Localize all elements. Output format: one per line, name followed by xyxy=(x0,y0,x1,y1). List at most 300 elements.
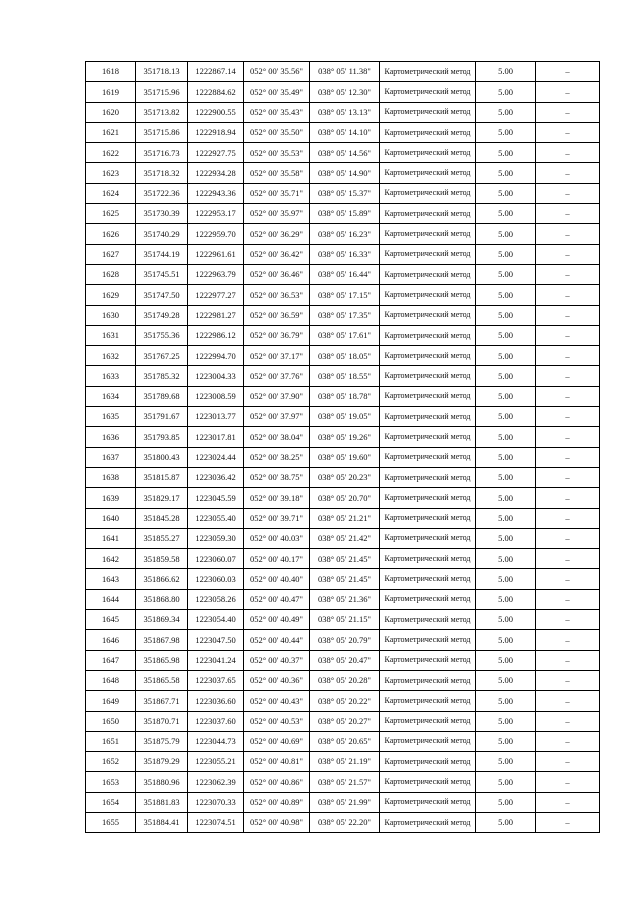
x-coordinate-cell: 351713.82 xyxy=(136,102,188,122)
x-coordinate-cell: 351715.86 xyxy=(136,122,188,142)
table-row xyxy=(86,62,600,82)
latitude-cell: 052° 00' 35.58" xyxy=(244,163,310,183)
latitude-cell: 052° 00' 35.53" xyxy=(244,143,310,163)
y-coordinate-cell: 1223037.60 xyxy=(188,711,244,731)
latitude-cell: 052° 00' 36.29" xyxy=(244,224,310,244)
accuracy-cell: 5.00 xyxy=(476,346,536,366)
description-cell: – xyxy=(536,244,600,264)
x-coordinate-cell: 351879.29 xyxy=(136,752,188,772)
longitude-cell: 038° 05' 20.79" xyxy=(310,630,380,650)
y-coordinate-cell: 1222927.75 xyxy=(188,143,244,163)
point-number-cell: 1655 xyxy=(86,812,136,832)
table-row xyxy=(86,102,600,122)
accuracy-cell: 5.00 xyxy=(476,812,536,832)
description-cell: – xyxy=(536,549,600,569)
point-number-cell: 1645 xyxy=(86,610,136,630)
accuracy-cell: 5.00 xyxy=(476,752,536,772)
point-number-cell: 1649 xyxy=(86,691,136,711)
point-number-cell: 1651 xyxy=(86,731,136,751)
table-row xyxy=(86,731,600,751)
point-number-cell: 1644 xyxy=(86,589,136,609)
y-coordinate-cell: 1223059.30 xyxy=(188,528,244,548)
description-cell: – xyxy=(536,82,600,102)
method-cell: Картометрический метод xyxy=(380,508,476,528)
table-row xyxy=(86,528,600,548)
description-cell: – xyxy=(536,366,600,386)
table-row xyxy=(86,204,600,224)
table-row xyxy=(86,325,600,345)
description-cell: – xyxy=(536,264,600,284)
description-cell: – xyxy=(536,731,600,751)
table-row xyxy=(86,467,600,487)
x-coordinate-cell: 351829.17 xyxy=(136,488,188,508)
longitude-cell: 038° 05' 13.13" xyxy=(310,102,380,122)
longitude-cell: 038° 05' 17.35" xyxy=(310,305,380,325)
table-row xyxy=(86,589,600,609)
x-coordinate-cell: 351767.25 xyxy=(136,346,188,366)
point-number-cell: 1639 xyxy=(86,488,136,508)
latitude-cell: 052° 00' 40.03" xyxy=(244,528,310,548)
description-cell: – xyxy=(536,670,600,690)
latitude-cell: 052° 00' 36.79" xyxy=(244,325,310,345)
longitude-cell: 038° 05' 16.44" xyxy=(310,264,380,284)
accuracy-cell: 5.00 xyxy=(476,305,536,325)
point-number-cell: 1652 xyxy=(86,752,136,772)
latitude-cell: 052° 00' 40.17" xyxy=(244,549,310,569)
latitude-cell: 052° 00' 35.56" xyxy=(244,62,310,82)
table-row xyxy=(86,711,600,731)
method-cell: Картометрический метод xyxy=(380,467,476,487)
y-coordinate-cell: 1223055.40 xyxy=(188,508,244,528)
accuracy-cell: 5.00 xyxy=(476,122,536,142)
longitude-cell: 038° 05' 15.89" xyxy=(310,204,380,224)
x-coordinate-cell: 351867.71 xyxy=(136,691,188,711)
longitude-cell: 038° 05' 19.26" xyxy=(310,427,380,447)
method-cell: Картометрический метод xyxy=(380,569,476,589)
method-cell: Картометрический метод xyxy=(380,772,476,792)
point-number-cell: 1626 xyxy=(86,224,136,244)
y-coordinate-cell: 1222961.61 xyxy=(188,244,244,264)
point-number-cell: 1631 xyxy=(86,325,136,345)
table-row xyxy=(86,224,600,244)
point-number-cell: 1647 xyxy=(86,650,136,670)
accuracy-cell: 5.00 xyxy=(476,183,536,203)
x-coordinate-cell: 351881.83 xyxy=(136,792,188,812)
x-coordinate-cell: 351859.58 xyxy=(136,549,188,569)
y-coordinate-cell: 1222884.62 xyxy=(188,82,244,102)
method-cell: Картометрический метод xyxy=(380,711,476,731)
latitude-cell: 052° 00' 40.40" xyxy=(244,569,310,589)
table-row xyxy=(86,447,600,467)
x-coordinate-cell: 351865.58 xyxy=(136,670,188,690)
y-coordinate-cell: 1223074.51 xyxy=(188,812,244,832)
table-row xyxy=(86,264,600,284)
y-coordinate-cell: 1223037.65 xyxy=(188,670,244,690)
y-coordinate-cell: 1223013.77 xyxy=(188,407,244,427)
y-coordinate-cell: 1223008.59 xyxy=(188,386,244,406)
description-cell: – xyxy=(536,447,600,467)
y-coordinate-cell: 1223044.73 xyxy=(188,731,244,751)
accuracy-cell: 5.00 xyxy=(476,488,536,508)
method-cell: Картометрический метод xyxy=(380,386,476,406)
point-number-cell: 1629 xyxy=(86,285,136,305)
latitude-cell: 052° 00' 37.17" xyxy=(244,346,310,366)
x-coordinate-cell: 351875.79 xyxy=(136,731,188,751)
point-number-cell: 1623 xyxy=(86,163,136,183)
x-coordinate-cell: 351800.43 xyxy=(136,447,188,467)
method-cell: Картометрический метод xyxy=(380,427,476,447)
accuracy-cell: 5.00 xyxy=(476,549,536,569)
y-coordinate-cell: 1223054.40 xyxy=(188,610,244,630)
method-cell: Картометрический метод xyxy=(380,143,476,163)
method-cell: Картометрический метод xyxy=(380,407,476,427)
y-coordinate-cell: 1222986.12 xyxy=(188,325,244,345)
table-row xyxy=(86,427,600,447)
latitude-cell: 052° 00' 35.97" xyxy=(244,204,310,224)
table-row xyxy=(86,407,600,427)
table-row xyxy=(86,752,600,772)
x-coordinate-cell: 351845.28 xyxy=(136,508,188,528)
latitude-cell: 052° 00' 38.25" xyxy=(244,447,310,467)
description-cell: – xyxy=(536,285,600,305)
point-number-cell: 1637 xyxy=(86,447,136,467)
table-row xyxy=(86,549,600,569)
description-cell: – xyxy=(536,812,600,832)
accuracy-cell: 5.00 xyxy=(476,82,536,102)
y-coordinate-cell: 1222953.17 xyxy=(188,204,244,224)
method-cell: Картометрический метод xyxy=(380,264,476,284)
point-number-cell: 1650 xyxy=(86,711,136,731)
method-cell: Картометрический метод xyxy=(380,812,476,832)
longitude-cell: 038° 05' 20.70" xyxy=(310,488,380,508)
method-cell: Картометрический метод xyxy=(380,285,476,305)
table-row xyxy=(86,670,600,690)
table-row xyxy=(86,366,600,386)
point-number-cell: 1620 xyxy=(86,102,136,122)
description-cell: – xyxy=(536,407,600,427)
accuracy-cell: 5.00 xyxy=(476,650,536,670)
y-coordinate-cell: 1223045.59 xyxy=(188,488,244,508)
y-coordinate-cell: 1223062.39 xyxy=(188,772,244,792)
latitude-cell: 052° 00' 36.42" xyxy=(244,244,310,264)
description-cell: – xyxy=(536,610,600,630)
point-number-cell: 1618 xyxy=(86,62,136,82)
method-cell: Картометрический метод xyxy=(380,244,476,264)
latitude-cell: 052° 00' 40.53" xyxy=(244,711,310,731)
x-coordinate-cell: 351785.32 xyxy=(136,366,188,386)
method-cell: Картометрический метод xyxy=(380,325,476,345)
longitude-cell: 038° 05' 21.36" xyxy=(310,589,380,609)
table-row xyxy=(86,143,600,163)
y-coordinate-cell: 1222977.27 xyxy=(188,285,244,305)
accuracy-cell: 5.00 xyxy=(476,731,536,751)
longitude-cell: 038° 05' 18.55" xyxy=(310,366,380,386)
point-number-cell: 1641 xyxy=(86,528,136,548)
description-cell: – xyxy=(536,691,600,711)
description-cell: – xyxy=(536,143,600,163)
y-coordinate-cell: 1222963.79 xyxy=(188,264,244,284)
y-coordinate-cell: 1222981.27 xyxy=(188,305,244,325)
method-cell: Картометрический метод xyxy=(380,792,476,812)
x-coordinate-cell: 351865.98 xyxy=(136,650,188,670)
accuracy-cell: 5.00 xyxy=(476,589,536,609)
description-cell: – xyxy=(536,62,600,82)
method-cell: Картометрический метод xyxy=(380,163,476,183)
point-number-cell: 1643 xyxy=(86,569,136,589)
latitude-cell: 052° 00' 39.71" xyxy=(244,508,310,528)
x-coordinate-cell: 351855.27 xyxy=(136,528,188,548)
y-coordinate-cell: 1223024.44 xyxy=(188,447,244,467)
description-cell: – xyxy=(536,488,600,508)
y-coordinate-cell: 1223058.26 xyxy=(188,589,244,609)
y-coordinate-cell: 1223041.24 xyxy=(188,650,244,670)
point-number-cell: 1646 xyxy=(86,630,136,650)
point-number-cell: 1627 xyxy=(86,244,136,264)
latitude-cell: 052° 00' 36.46" xyxy=(244,264,310,284)
y-coordinate-cell: 1223060.03 xyxy=(188,569,244,589)
description-cell: – xyxy=(536,305,600,325)
point-number-cell: 1624 xyxy=(86,183,136,203)
x-coordinate-cell: 351791.67 xyxy=(136,407,188,427)
accuracy-cell: 5.00 xyxy=(476,366,536,386)
accuracy-cell: 5.00 xyxy=(476,325,536,345)
method-cell: Картометрический метод xyxy=(380,528,476,548)
longitude-cell: 038° 05' 15.37" xyxy=(310,183,380,203)
latitude-cell: 052° 00' 35.71" xyxy=(244,183,310,203)
x-coordinate-cell: 351880.96 xyxy=(136,772,188,792)
accuracy-cell: 5.00 xyxy=(476,508,536,528)
longitude-cell: 038° 05' 18.05" xyxy=(310,346,380,366)
latitude-cell: 052° 00' 37.90" xyxy=(244,386,310,406)
accuracy-cell: 5.00 xyxy=(476,610,536,630)
x-coordinate-cell: 351868.80 xyxy=(136,589,188,609)
table-row xyxy=(86,244,600,264)
accuracy-cell: 5.00 xyxy=(476,244,536,264)
description-cell: – xyxy=(536,772,600,792)
description-cell: – xyxy=(536,467,600,487)
latitude-cell: 052° 00' 35.49" xyxy=(244,82,310,102)
point-number-cell: 1621 xyxy=(86,122,136,142)
point-number-cell: 1642 xyxy=(86,549,136,569)
x-coordinate-cell: 351715.96 xyxy=(136,82,188,102)
method-cell: Картометрический метод xyxy=(380,610,476,630)
longitude-cell: 038° 05' 22.20" xyxy=(310,812,380,832)
latitude-cell: 052° 00' 40.47" xyxy=(244,589,310,609)
method-cell: Картометрический метод xyxy=(380,346,476,366)
x-coordinate-cell: 351718.32 xyxy=(136,163,188,183)
longitude-cell: 038° 05' 21.19" xyxy=(310,752,380,772)
y-coordinate-cell: 1222867.14 xyxy=(188,62,244,82)
accuracy-cell: 5.00 xyxy=(476,163,536,183)
latitude-cell: 052° 00' 40.43" xyxy=(244,691,310,711)
longitude-cell: 038° 05' 20.65" xyxy=(310,731,380,751)
x-coordinate-cell: 351793.85 xyxy=(136,427,188,447)
method-cell: Картометрический метод xyxy=(380,224,476,244)
description-cell: – xyxy=(536,508,600,528)
description-cell: – xyxy=(536,711,600,731)
accuracy-cell: 5.00 xyxy=(476,386,536,406)
latitude-cell: 052° 00' 36.59" xyxy=(244,305,310,325)
longitude-cell: 038° 05' 20.27" xyxy=(310,711,380,731)
latitude-cell: 052° 00' 37.97" xyxy=(244,407,310,427)
point-number-cell: 1630 xyxy=(86,305,136,325)
longitude-cell: 038° 05' 20.23" xyxy=(310,467,380,487)
method-cell: Картометрический метод xyxy=(380,691,476,711)
longitude-cell: 038° 05' 20.28" xyxy=(310,670,380,690)
table-body xyxy=(86,62,600,833)
longitude-cell: 038° 05' 18.78" xyxy=(310,386,380,406)
x-coordinate-cell: 351722.36 xyxy=(136,183,188,203)
x-coordinate-cell: 351716.73 xyxy=(136,143,188,163)
x-coordinate-cell: 351869.34 xyxy=(136,610,188,630)
longitude-cell: 038° 05' 19.60" xyxy=(310,447,380,467)
x-coordinate-cell: 351870.71 xyxy=(136,711,188,731)
longitude-cell: 038° 05' 20.47" xyxy=(310,650,380,670)
method-cell: Картометрический метод xyxy=(380,549,476,569)
longitude-cell: 038° 05' 21.45" xyxy=(310,569,380,589)
table-row xyxy=(86,305,600,325)
y-coordinate-cell: 1222900.55 xyxy=(188,102,244,122)
accuracy-cell: 5.00 xyxy=(476,204,536,224)
point-number-cell: 1634 xyxy=(86,386,136,406)
point-number-cell: 1640 xyxy=(86,508,136,528)
description-cell: – xyxy=(536,163,600,183)
point-number-cell: 1633 xyxy=(86,366,136,386)
accuracy-cell: 5.00 xyxy=(476,102,536,122)
longitude-cell: 038° 05' 16.23" xyxy=(310,224,380,244)
x-coordinate-cell: 351730.39 xyxy=(136,204,188,224)
longitude-cell: 038° 05' 20.22" xyxy=(310,691,380,711)
description-cell: – xyxy=(536,224,600,244)
description-cell: – xyxy=(536,102,600,122)
latitude-cell: 052° 00' 38.75" xyxy=(244,467,310,487)
table-row xyxy=(86,812,600,832)
method-cell: Картометрический метод xyxy=(380,447,476,467)
latitude-cell: 052° 00' 35.43" xyxy=(244,102,310,122)
table-row xyxy=(86,610,600,630)
longitude-cell: 038° 05' 17.61" xyxy=(310,325,380,345)
accuracy-cell: 5.00 xyxy=(476,670,536,690)
accuracy-cell: 5.00 xyxy=(476,792,536,812)
y-coordinate-cell: 1222959.70 xyxy=(188,224,244,244)
accuracy-cell: 5.00 xyxy=(476,427,536,447)
description-cell: – xyxy=(536,204,600,224)
longitude-cell: 038° 05' 19.05" xyxy=(310,407,380,427)
method-cell: Картометрический метод xyxy=(380,102,476,122)
coordinates-table xyxy=(85,61,600,833)
y-coordinate-cell: 1223036.60 xyxy=(188,691,244,711)
y-coordinate-cell: 1222994.70 xyxy=(188,346,244,366)
x-coordinate-cell: 351884.41 xyxy=(136,812,188,832)
latitude-cell: 052° 00' 40.81" xyxy=(244,752,310,772)
table-row xyxy=(86,691,600,711)
description-cell: – xyxy=(536,386,600,406)
table-row xyxy=(86,772,600,792)
point-number-cell: 1622 xyxy=(86,143,136,163)
x-coordinate-cell: 351718.13 xyxy=(136,62,188,82)
accuracy-cell: 5.00 xyxy=(476,691,536,711)
y-coordinate-cell: 1223004.33 xyxy=(188,366,244,386)
point-number-cell: 1625 xyxy=(86,204,136,224)
description-cell: – xyxy=(536,325,600,345)
table-row xyxy=(86,508,600,528)
table-row xyxy=(86,650,600,670)
description-cell: – xyxy=(536,752,600,772)
table-row xyxy=(86,82,600,102)
latitude-cell: 052° 00' 40.49" xyxy=(244,610,310,630)
longitude-cell: 038° 05' 14.10" xyxy=(310,122,380,142)
longitude-cell: 038° 05' 16.33" xyxy=(310,244,380,264)
longitude-cell: 038° 05' 11.38" xyxy=(310,62,380,82)
y-coordinate-cell: 1223036.42 xyxy=(188,467,244,487)
table-row xyxy=(86,569,600,589)
method-cell: Картометрический метод xyxy=(380,183,476,203)
y-coordinate-cell: 1222934.28 xyxy=(188,163,244,183)
longitude-cell: 038° 05' 21.99" xyxy=(310,792,380,812)
x-coordinate-cell: 351866.62 xyxy=(136,569,188,589)
y-coordinate-cell: 1222943.36 xyxy=(188,183,244,203)
point-number-cell: 1635 xyxy=(86,407,136,427)
x-coordinate-cell: 351749.28 xyxy=(136,305,188,325)
y-coordinate-cell: 1223070.33 xyxy=(188,792,244,812)
description-cell: – xyxy=(536,183,600,203)
longitude-cell: 038° 05' 14.56" xyxy=(310,143,380,163)
method-cell: Картометрический метод xyxy=(380,752,476,772)
longitude-cell: 038° 05' 21.57" xyxy=(310,772,380,792)
y-coordinate-cell: 1223055.21 xyxy=(188,752,244,772)
point-number-cell: 1648 xyxy=(86,670,136,690)
x-coordinate-cell: 351740.29 xyxy=(136,224,188,244)
method-cell: Картометрический метод xyxy=(380,650,476,670)
table-row xyxy=(86,285,600,305)
accuracy-cell: 5.00 xyxy=(476,224,536,244)
latitude-cell: 052° 00' 40.37" xyxy=(244,650,310,670)
method-cell: Картометрический метод xyxy=(380,630,476,650)
longitude-cell: 038° 05' 21.42" xyxy=(310,528,380,548)
description-cell: – xyxy=(536,346,600,366)
method-cell: Картометрический метод xyxy=(380,670,476,690)
accuracy-cell: 5.00 xyxy=(476,62,536,82)
table-row xyxy=(86,488,600,508)
table-row xyxy=(86,630,600,650)
x-coordinate-cell: 351747.50 xyxy=(136,285,188,305)
table-row xyxy=(86,792,600,812)
accuracy-cell: 5.00 xyxy=(476,569,536,589)
method-cell: Картометрический метод xyxy=(380,305,476,325)
latitude-cell: 052° 00' 40.69" xyxy=(244,731,310,751)
accuracy-cell: 5.00 xyxy=(476,285,536,305)
longitude-cell: 038° 05' 12.30" xyxy=(310,82,380,102)
x-coordinate-cell: 351867.98 xyxy=(136,630,188,650)
description-cell: – xyxy=(536,122,600,142)
description-cell: – xyxy=(536,650,600,670)
x-coordinate-cell: 351744.19 xyxy=(136,244,188,264)
method-cell: Картометрический метод xyxy=(380,366,476,386)
accuracy-cell: 5.00 xyxy=(476,407,536,427)
latitude-cell: 052° 00' 38.04" xyxy=(244,427,310,447)
accuracy-cell: 5.00 xyxy=(476,630,536,650)
description-cell: – xyxy=(536,528,600,548)
x-coordinate-cell: 351789.68 xyxy=(136,386,188,406)
latitude-cell: 052° 00' 40.98" xyxy=(244,812,310,832)
accuracy-cell: 5.00 xyxy=(476,772,536,792)
y-coordinate-cell: 1223047.50 xyxy=(188,630,244,650)
latitude-cell: 052° 00' 40.44" xyxy=(244,630,310,650)
method-cell: Картометрический метод xyxy=(380,204,476,224)
point-number-cell: 1654 xyxy=(86,792,136,812)
x-coordinate-cell: 351755.36 xyxy=(136,325,188,345)
longitude-cell: 038° 05' 21.15" xyxy=(310,610,380,630)
